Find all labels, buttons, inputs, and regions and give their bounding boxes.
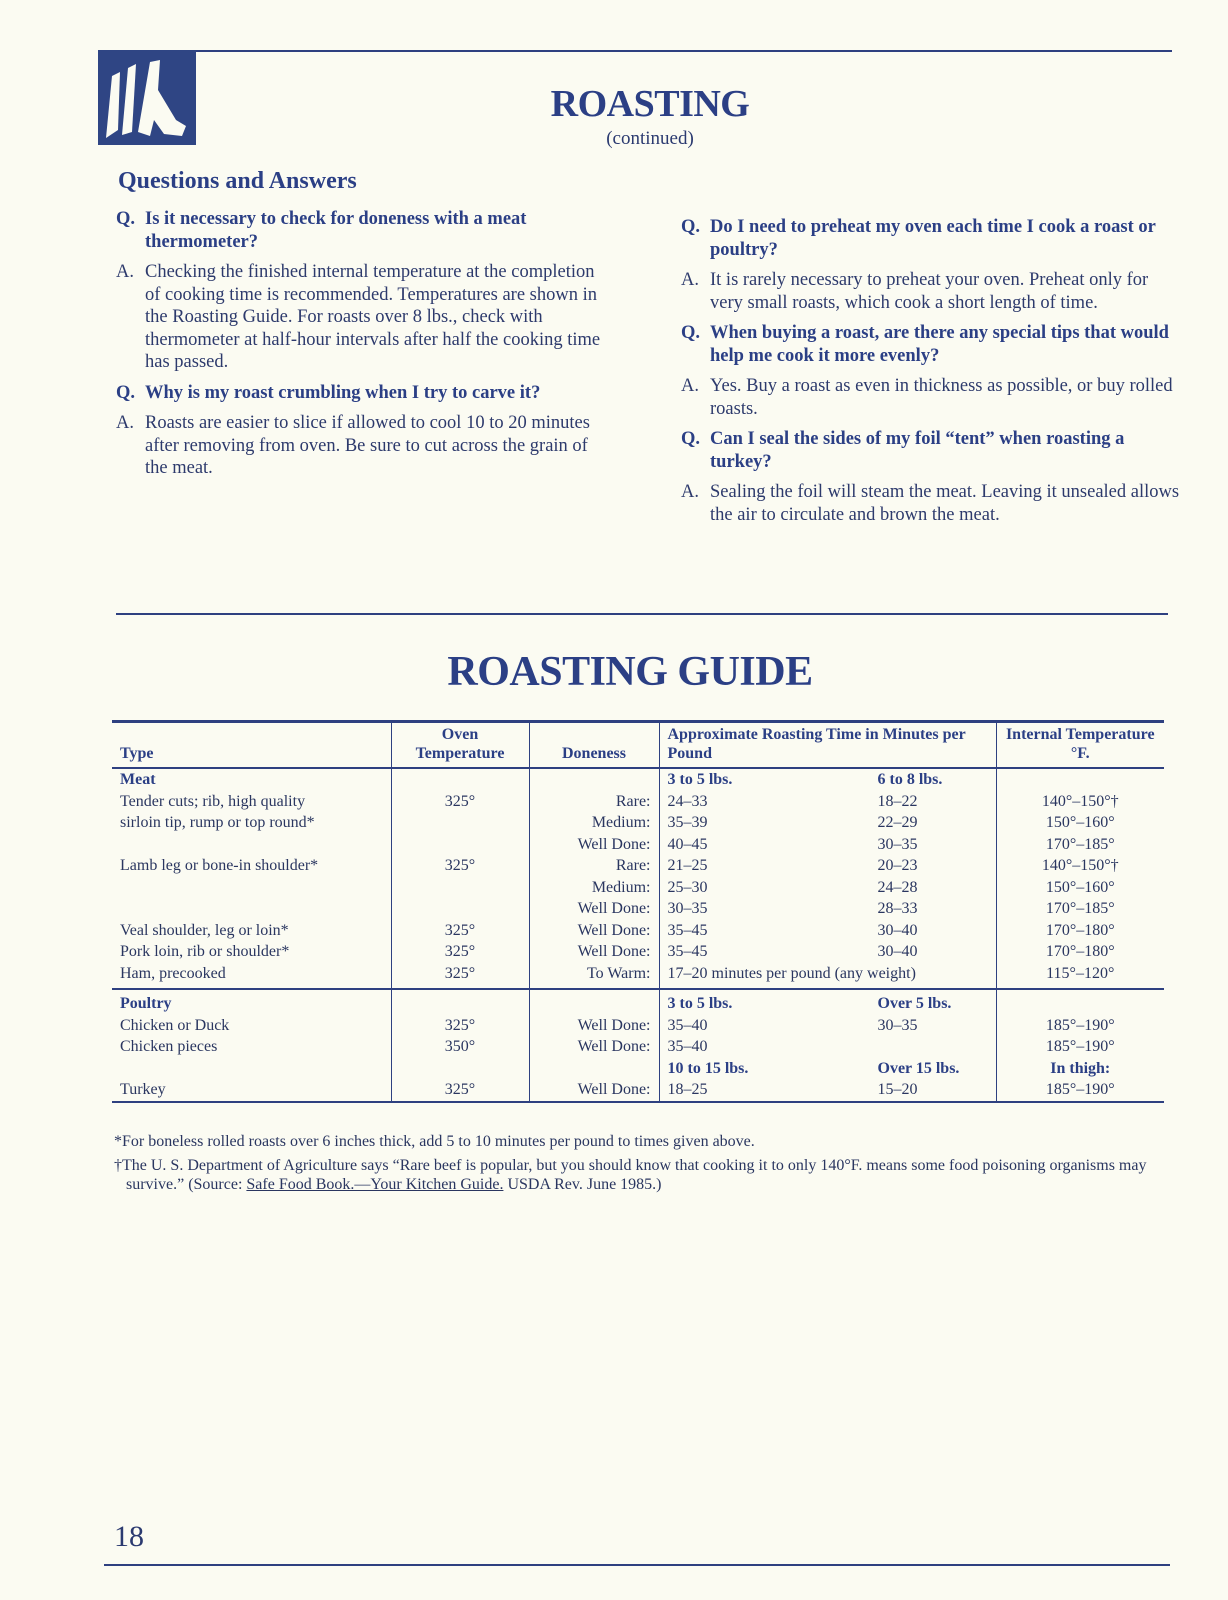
group-label-poultry: Poultry: [112, 989, 391, 1015]
cell-doneness: Well Done:: [529, 1015, 659, 1037]
question-text: Do I need to preheat my oven each time I cook a roast or poultry?: [710, 217, 1156, 260]
question-4: [681, 322, 1181, 367]
cell-oven: 325°: [391, 1015, 529, 1037]
table-row: [112, 920, 1164, 942]
question-2: [116, 382, 606, 405]
cell-oven: 325°: [391, 920, 529, 942]
bottom-rule: [104, 1564, 1170, 1566]
question-1: [116, 208, 606, 253]
q-label: Q.: [681, 323, 701, 343]
a-label: A.: [116, 262, 134, 282]
top-rule: [98, 50, 1172, 52]
cell-temp: 140°–150°†: [996, 855, 1164, 877]
cell-time-2: 15–20: [877, 1081, 918, 1098]
cell-temp: 140°–150°†: [996, 791, 1164, 813]
answer-text: Yes. Buy a roast as even in thickness as possible, or buy rolled roasts.: [710, 376, 1173, 419]
header-oven-temperature: Oven Temperature: [391, 722, 529, 769]
cell-time-2: 18–22: [877, 792, 918, 810]
cell-temp: 115°–120°: [996, 963, 1164, 990]
cell-oven: 325°: [391, 855, 529, 877]
header-doneness: Doneness: [529, 722, 659, 769]
cell-oven: 325°: [391, 1079, 529, 1102]
table-row: [112, 834, 1164, 856]
table-header-row: [112, 722, 1164, 769]
cell-oven: 350°: [391, 1036, 529, 1058]
cell-type: Pork loin, rib or shoulder*: [120, 943, 290, 960]
cell-doneness: Rare:: [529, 791, 659, 813]
a-label: A.: [116, 413, 134, 433]
q-label: Q.: [681, 429, 701, 449]
qa-heading: Questions and Answers: [118, 168, 357, 194]
cell-type: sirloin tip, rump or top round*: [120, 814, 315, 831]
question-text: Can I seal the sides of my foil “tent” when roasting a turkey?: [710, 429, 1125, 472]
table-row: [112, 1015, 1164, 1037]
question-5: [681, 428, 1181, 473]
table-row: [112, 1079, 1164, 1102]
cell-oven: 325°: [391, 791, 529, 813]
answer-5: [681, 481, 1181, 526]
cell-temp: 170°–185°: [996, 834, 1164, 856]
answer-text: Checking the finished internal temperature at the completion of cooking time is recommended. Temperatures are shown in the Roasting Guide. For roasts over 8 lbs., check with thermometer at half-hour intervals after half the cooking time has passed.: [145, 262, 601, 372]
cell-time-any-weight: 17–20 minutes per pound (any weight): [659, 963, 996, 990]
q-label: Q.: [116, 209, 136, 229]
cell-type: Lamb leg or bone-in shoulder*: [120, 857, 319, 874]
answer-text: It is rarely necessary to preheat your oven. Preheat only for very small roasts, which cook a short length of time.: [710, 270, 1149, 313]
cell-time-1: 24–33: [667, 792, 708, 810]
cell-time-1: 25–30: [667, 878, 708, 896]
cell-oven: [391, 812, 529, 834]
a-label: A.: [681, 270, 699, 290]
cell-time-2: 30–35: [877, 835, 918, 853]
cell-temp: 170°–180°: [996, 920, 1164, 942]
cell-oven: [391, 898, 529, 920]
group-label-meat: Meat: [120, 771, 156, 788]
cell-time-1: 18–25: [667, 1081, 708, 1098]
cell-doneness: To Warm:: [529, 963, 659, 990]
footnote-usda-tail: USDA Rev. June 1985.): [503, 1176, 662, 1193]
page-title: ROASTING: [550, 83, 750, 125]
cell-type: Chicken pieces: [120, 1038, 218, 1055]
cell-doneness: Well Done:: [529, 920, 659, 942]
source-title: Safe Food Book.—Your Kitchen Guide.: [246, 1176, 504, 1193]
cell-time-2: 22–29: [877, 814, 918, 831]
cell-type: Turkey: [120, 1081, 166, 1098]
section-rule: [116, 613, 1168, 615]
cell-temp: 185°–190°: [996, 1015, 1164, 1037]
cell-time-1: 35–40: [667, 1038, 708, 1055]
question-text: When buying a roast, are there any special tips that would help me cook it more evenly?: [710, 323, 1169, 366]
table-row: [112, 877, 1164, 899]
cell-type: Tender cuts; rib, high quality: [120, 792, 306, 810]
cell-doneness: Well Done:: [529, 898, 659, 920]
cell-oven: 325°: [391, 941, 529, 963]
cell-type: Chicken or Duck: [120, 1016, 230, 1034]
cell-time-1: 21–25: [667, 857, 708, 874]
hand-pointer-icon: [98, 50, 196, 145]
cell-time-2: 24–28: [877, 878, 918, 896]
a-label: A.: [681, 482, 699, 502]
question-text: Is it necessary to check for doneness with a meat thermometer?: [145, 209, 527, 252]
answer-text: Roasts are easier to slice if allowed to cool 10 to 20 minutes after removing from oven. Be sure to cut across the grain of the meat.: [145, 413, 590, 478]
weight-col-1: 10 to 15 lbs.: [667, 1059, 749, 1077]
cell-time-1: 40–45: [667, 835, 708, 853]
cell-time-1: 35–45: [667, 921, 708, 939]
cell-temp: 150°–160°: [996, 877, 1164, 899]
cell-doneness: Well Done:: [529, 941, 659, 963]
qa-right-column: [681, 216, 1181, 534]
table-row: [112, 898, 1164, 920]
table-row: [112, 1058, 1164, 1080]
cell-type: Ham, precooked: [120, 964, 226, 982]
cell-temp: 185°–190°: [996, 1036, 1164, 1058]
qa-left-column: [116, 208, 606, 488]
cell-time-2: 28–33: [877, 900, 918, 917]
cell-temp: 170°–180°: [996, 941, 1164, 963]
answer-1: [116, 261, 606, 374]
weight-col-1: 3 to 5 lbs.: [667, 771, 733, 788]
footnote-usda-text: †The U. S. Department of Agriculture says “Rare beef is popular, but you should know that cooking it to only 140°F. means some food poisoning organisms may survive.” (Source:: [114, 1157, 1147, 1193]
cell-type: [112, 877, 391, 899]
cell-temp: 185°–190°: [996, 1079, 1164, 1102]
weight-col-2: 6 to 8 lbs.: [877, 771, 943, 788]
question-text: Why is my roast crumbling when I try to carve it?: [145, 382, 541, 403]
cell-doneness: Well Done:: [529, 1036, 659, 1058]
answer-3: [681, 269, 1181, 314]
cell-time-2: 30–40: [877, 921, 918, 939]
page-number: 18: [114, 1520, 144, 1553]
guide-title: ROASTING GUIDE: [447, 649, 813, 695]
cell-type: [112, 898, 391, 920]
answer-2: [116, 412, 606, 480]
cell-time-1: 30–35: [667, 900, 708, 917]
table-row: [112, 791, 1164, 813]
cell-oven: 325°: [391, 963, 529, 990]
table-row: [112, 855, 1164, 877]
cell-type: [112, 834, 391, 856]
cell-time-1: 35–40: [667, 1016, 708, 1034]
cell-type: Veal shoulder, leg or loin*: [120, 921, 289, 939]
footnote-boneless: *For boneless rolled roasts over 6 inches thick, add 5 to 10 minutes per pound to times given above.: [114, 1133, 755, 1150]
cell-doneness: Well Done:: [529, 1079, 659, 1102]
weight-col-2: Over 5 lbs.: [877, 995, 952, 1012]
cell-oven: [391, 877, 529, 899]
table-row: [112, 1036, 1164, 1058]
q-label: Q.: [116, 382, 136, 403]
cell-time-1: 35–39: [667, 814, 708, 831]
table-row: [112, 963, 1164, 990]
page-subtitle: (continued): [606, 128, 694, 149]
a-label: A.: [681, 376, 699, 396]
cell-time-1: 35–45: [667, 943, 708, 960]
header-internal-temperature: Internal Temperature °F.: [996, 722, 1164, 769]
question-3: [681, 216, 1181, 261]
answer-text: Sealing the foil will steam the meat. Leaving it unsealed allows the air to circulate and brown the meat.: [710, 482, 1180, 525]
cell-doneness: Well Done:: [529, 834, 659, 856]
weight-col-2: Over 15 lbs.: [877, 1059, 960, 1077]
q-label: Q.: [681, 217, 701, 237]
cell-temp: 150°–160°: [996, 812, 1164, 834]
weight-col-1: 3 to 5 lbs.: [667, 995, 733, 1012]
cell-doneness: Medium:: [529, 812, 659, 834]
header-type: Type: [120, 745, 154, 762]
answer-4: [681, 375, 1181, 420]
table-row: [112, 989, 1164, 1015]
table-footnotes: [114, 1132, 1174, 1199]
table-row: [112, 941, 1164, 963]
cell-time-2: 30–40: [877, 943, 918, 960]
table-row: [112, 812, 1164, 834]
cell-time-2: 30–35: [877, 1016, 918, 1034]
header-roasting-time: Approximate Roasting Time in Minutes per Pound: [659, 722, 996, 769]
in-thigh-label: In thigh:: [996, 1058, 1164, 1080]
cell-doneness: Rare:: [529, 855, 659, 877]
roasting-guide-table: [112, 720, 1164, 1103]
cell-doneness: Medium:: [529, 877, 659, 899]
cell-time-2: 20–23: [877, 857, 918, 874]
cell-oven: [391, 834, 529, 856]
cell-temp: 170°–185°: [996, 898, 1164, 920]
table-row: [112, 768, 1164, 791]
footnote-usda: [114, 1156, 1174, 1194]
